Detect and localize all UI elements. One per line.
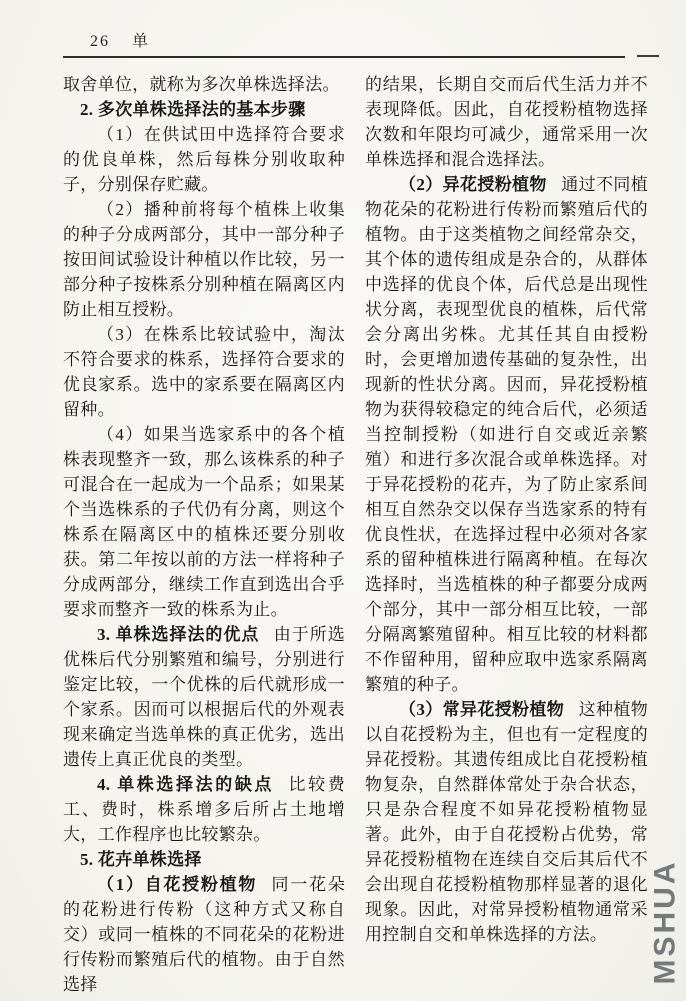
paragraph-text: （1）在供试田中选择符合要求的优良单株，然后每株分别收取种子，分别保存贮藏。 xyxy=(63,125,345,194)
paragraph-text: 比较费工、费时，株系增多后所占土地增大，工作程序也比较繁杂。 xyxy=(63,775,345,844)
paragraph xyxy=(63,772,345,847)
inline-heading: （2）异花授粉植物 xyxy=(399,175,547,194)
paragraph xyxy=(63,622,345,772)
header-rule xyxy=(63,56,625,58)
right-column xyxy=(365,72,648,997)
heading-text: 2. 多次单株选择法的基本步骤 xyxy=(80,100,306,119)
paragraph xyxy=(63,72,345,97)
inline-heading: 3. 单株选择法的优点 xyxy=(97,625,260,644)
paragraph-text: （2）播种前将每个植株上收集的种子分成两部分，其中一部分种子按田间试验设计种植以作比较，另一部分种子按株系分别种植在隔离区内防止相互授粉。 xyxy=(63,200,345,319)
inline-heading: 4. 单株选择法的缺点 xyxy=(97,775,275,794)
heading-text: 5. 花卉单株选择 xyxy=(80,850,202,869)
paragraph xyxy=(63,197,345,322)
paragraph-text: 同一花朵的花粉进行传粉（这种方式又称自交）或同一植株的不同花朵的花粉进行传粉而繁殖后代的植物。由于自然选择 xyxy=(63,875,346,994)
paragraph xyxy=(63,422,345,622)
page-header xyxy=(90,28,150,51)
paragraph xyxy=(63,872,345,997)
section-heading xyxy=(63,847,345,872)
paragraph xyxy=(365,72,648,172)
paragraph-text: （3）在株系比较试验中，淘汰不符合要求的株系，选择符合要求的优良家系。选中的家系要在隔离区内留种。 xyxy=(63,325,345,419)
paragraph xyxy=(63,122,345,197)
page-number: 26 xyxy=(90,33,110,50)
paragraph-text: 取舍单位，就称为多次单株选择法。 xyxy=(63,75,340,94)
paragraph xyxy=(365,697,648,947)
paragraph-text: 由于所选优株后代分别繁殖和编号，分别进行鉴定比较，一个优株的后代就形成一个家系。因而可以根据后代的外观表现来确定当选单株的真正优劣，选出遗传上真正优良的类型。 xyxy=(63,625,345,769)
inline-heading: （1）自花授粉植物 xyxy=(97,875,258,894)
paragraph-text: 通过不同植物花朵的花粉进行传粉而繁殖后代的植物。由于这类植物之间经常杂交，其个体的遗传组成是杂合的，从群体中选择的优良个体，后代总是出现性状分离，表现型优良的植株，后代常会分离出劣株。尤其任其自由授粉时，会更增加遗传基础的复杂性，出现新的性状分离。因而，异花授粉植物为获得较稳定的纯合后代，必须适当控制授粉（如进行自交或近亲繁殖）和进行多次混合或单株选择。对于异花授粉的花卉，为了防止家系间相互自然杂交以保存当选家系的特有优良性状，在选择过程中必须对各家系的留种植株进行隔离种植。在每次选择时，当选植株的种子都要分成两个部分，其中一部分相互比较，一部分隔离繁殖留种。相互比较的材料都不作留种用，留种应取中选家系隔离繁殖的种子。 xyxy=(365,175,648,694)
paragraph xyxy=(365,172,648,697)
margin-dash xyxy=(637,55,659,57)
two-column-text-body xyxy=(63,72,648,997)
paragraph xyxy=(63,322,345,422)
running-head: 单 xyxy=(132,33,151,50)
paragraph-text: 这种植物以自花授粉为主，但也有一定程度的异花授粉。其遗传组成比自花授粉植物复杂，自然群体常处于杂合状态，只是杂合程度不如异花授粉植物显著。此外，由于自花授粉占优势，常异花授粉植物在连续自交后其后代不会出现自花授粉植物那样显著的退化现象。因此，对常异授粉植物通常采用控制自交和单株选择的方法。 xyxy=(365,700,649,944)
section-heading xyxy=(63,97,345,122)
left-column xyxy=(63,72,345,997)
watermark-text: MSHUA xyxy=(648,859,682,985)
paragraph-text: （4）如果当选家系中的各个植株表现整齐一致，那么该株系的种子可混合在一起成为一个品系；如果某个当选株系的子代仍有分离，则这个株系在隔离区中的植株还要分别收获。第二年按以前的方法一样将种子分成两部分，继续工作直到选出合乎要求而整齐一致的株系为止。 xyxy=(63,425,345,619)
inline-heading: （3）常异花授粉植物 xyxy=(399,700,565,719)
paragraph-text: 的结果，长期自交而后代生活力并不表现降低。因此，自花授粉植物选择次数和年限均可减少，通常采用一次单株选择和混合选择法。 xyxy=(365,75,648,169)
